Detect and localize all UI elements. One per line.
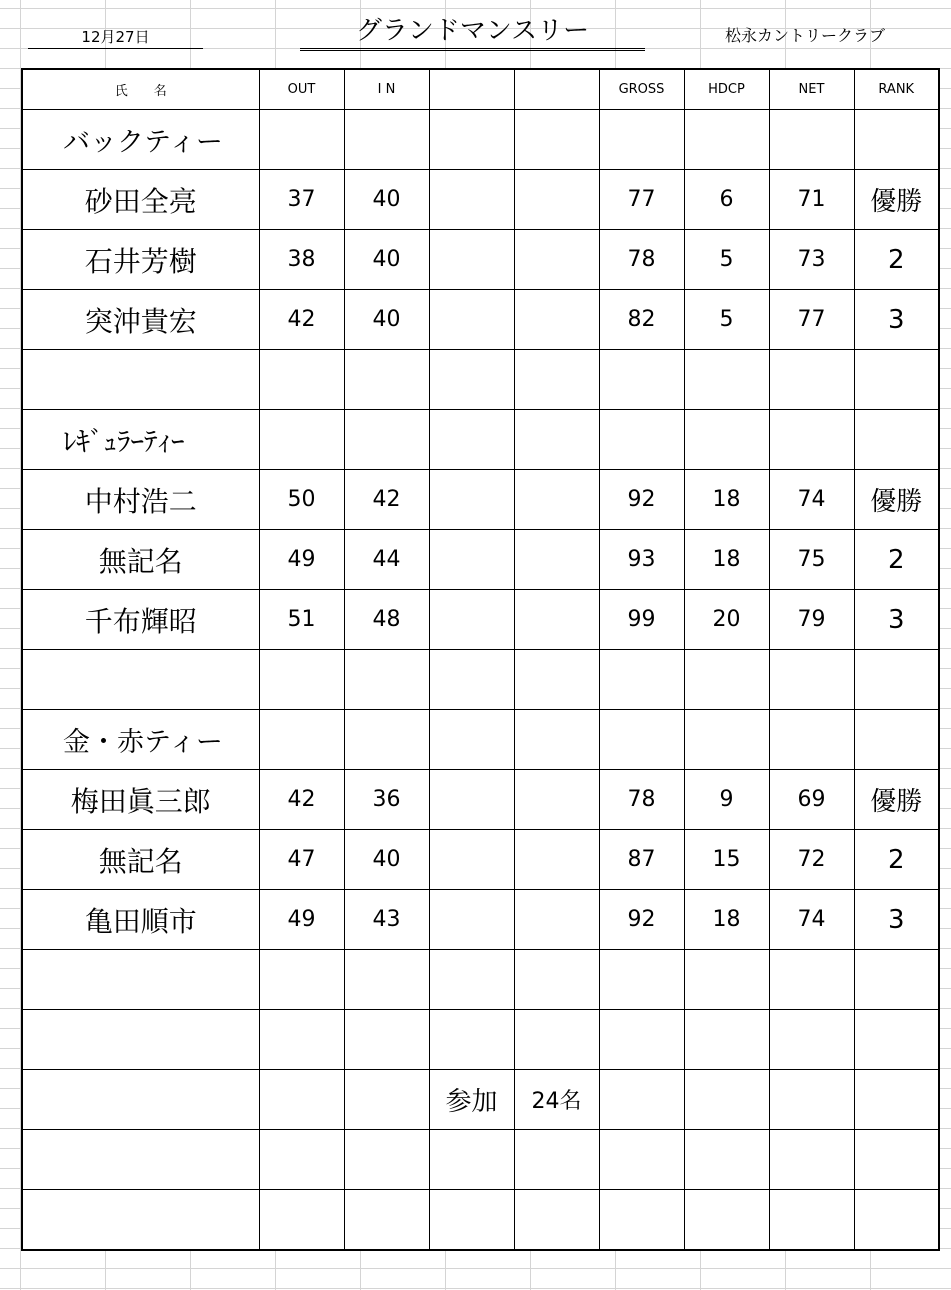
empty-cell bbox=[344, 350, 429, 410]
empty-cell bbox=[429, 770, 514, 830]
empty-cell bbox=[429, 530, 514, 590]
gross-score: 93 bbox=[599, 530, 684, 590]
empty-cell bbox=[429, 230, 514, 290]
empty-cell bbox=[769, 110, 854, 170]
empty-cell bbox=[429, 290, 514, 350]
rank-value: 3 bbox=[854, 590, 939, 650]
player-name: 突沖貴宏 bbox=[22, 290, 259, 350]
empty-cell bbox=[599, 950, 684, 1010]
empty-cell bbox=[344, 410, 429, 470]
in-score: 48 bbox=[344, 590, 429, 650]
gross-score: 92 bbox=[599, 470, 684, 530]
empty-cell bbox=[769, 1070, 854, 1130]
empty-cell bbox=[684, 350, 769, 410]
empty-cell bbox=[769, 650, 854, 710]
empty-cell bbox=[599, 110, 684, 170]
in-score: 40 bbox=[344, 290, 429, 350]
empty-cell bbox=[854, 1190, 939, 1251]
empty-cell bbox=[429, 1130, 514, 1190]
empty-cell bbox=[514, 350, 599, 410]
empty-cell bbox=[22, 1010, 259, 1070]
rank-value: 2 bbox=[854, 830, 939, 890]
empty-cell bbox=[514, 890, 599, 950]
column-header: GROSS bbox=[599, 69, 684, 110]
out-score: 38 bbox=[259, 230, 344, 290]
column-header bbox=[514, 69, 599, 110]
player-row bbox=[22, 890, 939, 950]
net-score: 73 bbox=[769, 230, 854, 290]
out-score: 49 bbox=[259, 890, 344, 950]
empty-cell bbox=[854, 1070, 939, 1130]
empty-cell bbox=[514, 710, 599, 770]
empty-cell bbox=[344, 1190, 429, 1251]
player-name: 砂田全亮 bbox=[22, 170, 259, 230]
empty-cell bbox=[259, 110, 344, 170]
section-row bbox=[22, 410, 939, 470]
table-body bbox=[22, 69, 939, 1250]
empty-cell bbox=[514, 230, 599, 290]
player-row bbox=[22, 170, 939, 230]
empty-cell bbox=[22, 950, 259, 1010]
empty-cell bbox=[344, 710, 429, 770]
gross-score: 87 bbox=[599, 830, 684, 890]
net-score: 79 bbox=[769, 590, 854, 650]
empty-cell bbox=[514, 830, 599, 890]
empty-cell bbox=[854, 110, 939, 170]
in-score: 43 bbox=[344, 890, 429, 950]
empty-row bbox=[22, 1190, 939, 1251]
empty-cell bbox=[514, 1190, 599, 1251]
date-label: 12月27日 bbox=[28, 26, 203, 49]
empty-cell bbox=[22, 1070, 259, 1130]
player-name: 中村浩二 bbox=[22, 470, 259, 530]
empty-cell bbox=[514, 1130, 599, 1190]
empty-cell bbox=[259, 950, 344, 1010]
empty-cell bbox=[259, 1130, 344, 1190]
gross-score: 77 bbox=[599, 170, 684, 230]
gross-score: 78 bbox=[599, 770, 684, 830]
player-row bbox=[22, 770, 939, 830]
empty-cell bbox=[854, 1130, 939, 1190]
column-header: 氏 名 bbox=[22, 69, 259, 110]
empty-cell bbox=[429, 110, 514, 170]
net-score: 74 bbox=[769, 470, 854, 530]
rank-value: 優勝 bbox=[854, 170, 939, 230]
empty-cell bbox=[514, 650, 599, 710]
player-name: 梅田眞三郎 bbox=[22, 770, 259, 830]
empty-cell bbox=[769, 1130, 854, 1190]
gross-score: 99 bbox=[599, 590, 684, 650]
column-header: HDCP bbox=[684, 69, 769, 110]
empty-cell bbox=[259, 710, 344, 770]
hdcp-value: 15 bbox=[684, 830, 769, 890]
player-row bbox=[22, 530, 939, 590]
hdcp-value: 5 bbox=[684, 290, 769, 350]
out-score: 47 bbox=[259, 830, 344, 890]
net-score: 72 bbox=[769, 830, 854, 890]
out-score: 42 bbox=[259, 770, 344, 830]
empty-cell bbox=[854, 350, 939, 410]
player-name: 亀田順市 bbox=[22, 890, 259, 950]
empty-cell bbox=[599, 1130, 684, 1190]
empty-cell bbox=[429, 650, 514, 710]
out-score: 42 bbox=[259, 290, 344, 350]
gross-score: 78 bbox=[599, 230, 684, 290]
rank-value: 2 bbox=[854, 230, 939, 290]
empty-cell bbox=[514, 170, 599, 230]
empty-cell bbox=[854, 1010, 939, 1070]
column-header: RANK bbox=[854, 69, 939, 110]
empty-cell bbox=[769, 950, 854, 1010]
rank-value: 3 bbox=[854, 290, 939, 350]
empty-cell bbox=[854, 950, 939, 1010]
empty-cell bbox=[769, 410, 854, 470]
empty-cell bbox=[22, 1130, 259, 1190]
net-score: 77 bbox=[769, 290, 854, 350]
empty-cell bbox=[429, 170, 514, 230]
participants-count: 24名 bbox=[514, 1070, 599, 1130]
empty-row bbox=[22, 350, 939, 410]
page-title: グランドマンスリー bbox=[300, 14, 645, 51]
empty-cell bbox=[854, 650, 939, 710]
out-score: 37 bbox=[259, 170, 344, 230]
column-header bbox=[429, 69, 514, 110]
empty-cell bbox=[429, 590, 514, 650]
hdcp-value: 5 bbox=[684, 230, 769, 290]
empty-cell bbox=[514, 410, 599, 470]
empty-cell bbox=[684, 950, 769, 1010]
empty-cell bbox=[599, 410, 684, 470]
hdcp-value: 18 bbox=[684, 890, 769, 950]
empty-cell bbox=[514, 290, 599, 350]
out-score: 49 bbox=[259, 530, 344, 590]
in-score: 44 bbox=[344, 530, 429, 590]
empty-cell bbox=[769, 1190, 854, 1251]
hdcp-value: 20 bbox=[684, 590, 769, 650]
gross-score: 82 bbox=[599, 290, 684, 350]
empty-cell bbox=[514, 770, 599, 830]
rank-value: 優勝 bbox=[854, 470, 939, 530]
empty-cell bbox=[259, 410, 344, 470]
out-score: 51 bbox=[259, 590, 344, 650]
empty-cell bbox=[22, 650, 259, 710]
empty-row bbox=[22, 950, 939, 1010]
empty-cell bbox=[259, 650, 344, 710]
empty-cell bbox=[259, 350, 344, 410]
empty-cell bbox=[599, 1190, 684, 1251]
empty-cell bbox=[684, 1010, 769, 1070]
column-header-row bbox=[22, 69, 939, 110]
empty-row bbox=[22, 1130, 939, 1190]
empty-cell bbox=[514, 470, 599, 530]
section-row bbox=[22, 110, 939, 170]
out-score: 50 bbox=[259, 470, 344, 530]
empty-cell bbox=[429, 470, 514, 530]
net-score: 75 bbox=[769, 530, 854, 590]
empty-cell bbox=[344, 110, 429, 170]
player-row bbox=[22, 470, 939, 530]
gross-score: 92 bbox=[599, 890, 684, 950]
in-score: 36 bbox=[344, 770, 429, 830]
empty-cell bbox=[599, 650, 684, 710]
empty-cell bbox=[22, 1190, 259, 1251]
net-score: 74 bbox=[769, 890, 854, 950]
empty-cell bbox=[599, 1010, 684, 1070]
hdcp-value: 6 bbox=[684, 170, 769, 230]
empty-cell bbox=[429, 1010, 514, 1070]
empty-cell bbox=[514, 950, 599, 1010]
empty-cell bbox=[22, 350, 259, 410]
player-name: 石井芳樹 bbox=[22, 230, 259, 290]
empty-cell bbox=[514, 110, 599, 170]
empty-cell bbox=[514, 1010, 599, 1070]
hdcp-value: 9 bbox=[684, 770, 769, 830]
empty-cell bbox=[684, 710, 769, 770]
empty-cell bbox=[599, 710, 684, 770]
section-row bbox=[22, 710, 939, 770]
empty-cell bbox=[344, 1010, 429, 1070]
net-score: 71 bbox=[769, 170, 854, 230]
empty-cell bbox=[684, 1190, 769, 1251]
empty-row bbox=[22, 650, 939, 710]
column-header: I N bbox=[344, 69, 429, 110]
empty-cell bbox=[769, 1010, 854, 1070]
rank-value: 2 bbox=[854, 530, 939, 590]
empty-cell bbox=[429, 350, 514, 410]
club-name: 松永カントリークラブ bbox=[724, 26, 885, 45]
empty-cell bbox=[429, 950, 514, 1010]
column-header: NET bbox=[769, 69, 854, 110]
hdcp-value: 18 bbox=[684, 470, 769, 530]
empty-cell bbox=[429, 890, 514, 950]
empty-cell bbox=[429, 410, 514, 470]
empty-cell bbox=[429, 1190, 514, 1251]
empty-cell bbox=[854, 410, 939, 470]
empty-cell bbox=[769, 710, 854, 770]
empty-cell bbox=[684, 110, 769, 170]
player-name: 無記名 bbox=[22, 530, 259, 590]
in-score: 40 bbox=[344, 830, 429, 890]
empty-cell bbox=[344, 950, 429, 1010]
player-name: 無記名 bbox=[22, 830, 259, 890]
rank-value: 優勝 bbox=[854, 770, 939, 830]
empty-cell bbox=[344, 1130, 429, 1190]
in-score: 42 bbox=[344, 470, 429, 530]
empty-cell bbox=[769, 350, 854, 410]
section-label: ﾚｷﾞｭﾗｰﾃｨｰ bbox=[22, 410, 259, 470]
empty-cell bbox=[854, 710, 939, 770]
empty-cell bbox=[259, 1190, 344, 1251]
empty-cell bbox=[684, 410, 769, 470]
section-label: バックティー bbox=[22, 110, 259, 170]
empty-cell bbox=[344, 650, 429, 710]
empty-cell bbox=[599, 350, 684, 410]
participants-row bbox=[22, 1070, 939, 1130]
empty-cell bbox=[259, 1010, 344, 1070]
empty-cell bbox=[684, 1070, 769, 1130]
empty-cell bbox=[429, 710, 514, 770]
section-label: 金・赤ティー bbox=[22, 710, 259, 770]
empty-cell bbox=[514, 590, 599, 650]
rank-value: 3 bbox=[854, 890, 939, 950]
player-name: 千布輝昭 bbox=[22, 590, 259, 650]
in-score: 40 bbox=[344, 230, 429, 290]
player-row bbox=[22, 830, 939, 890]
empty-cell bbox=[259, 1070, 344, 1130]
empty-cell bbox=[684, 1130, 769, 1190]
in-score: 40 bbox=[344, 170, 429, 230]
results-table bbox=[21, 68, 940, 1251]
net-score: 69 bbox=[769, 770, 854, 830]
player-row bbox=[22, 290, 939, 350]
player-row bbox=[22, 230, 939, 290]
empty-cell bbox=[429, 830, 514, 890]
player-row bbox=[22, 590, 939, 650]
participants-label: 参加 bbox=[429, 1070, 514, 1130]
empty-row bbox=[22, 1010, 939, 1070]
empty-cell bbox=[514, 530, 599, 590]
empty-cell bbox=[684, 650, 769, 710]
empty-cell bbox=[344, 1070, 429, 1130]
hdcp-value: 18 bbox=[684, 530, 769, 590]
column-header: OUT bbox=[259, 69, 344, 110]
empty-cell bbox=[599, 1070, 684, 1130]
